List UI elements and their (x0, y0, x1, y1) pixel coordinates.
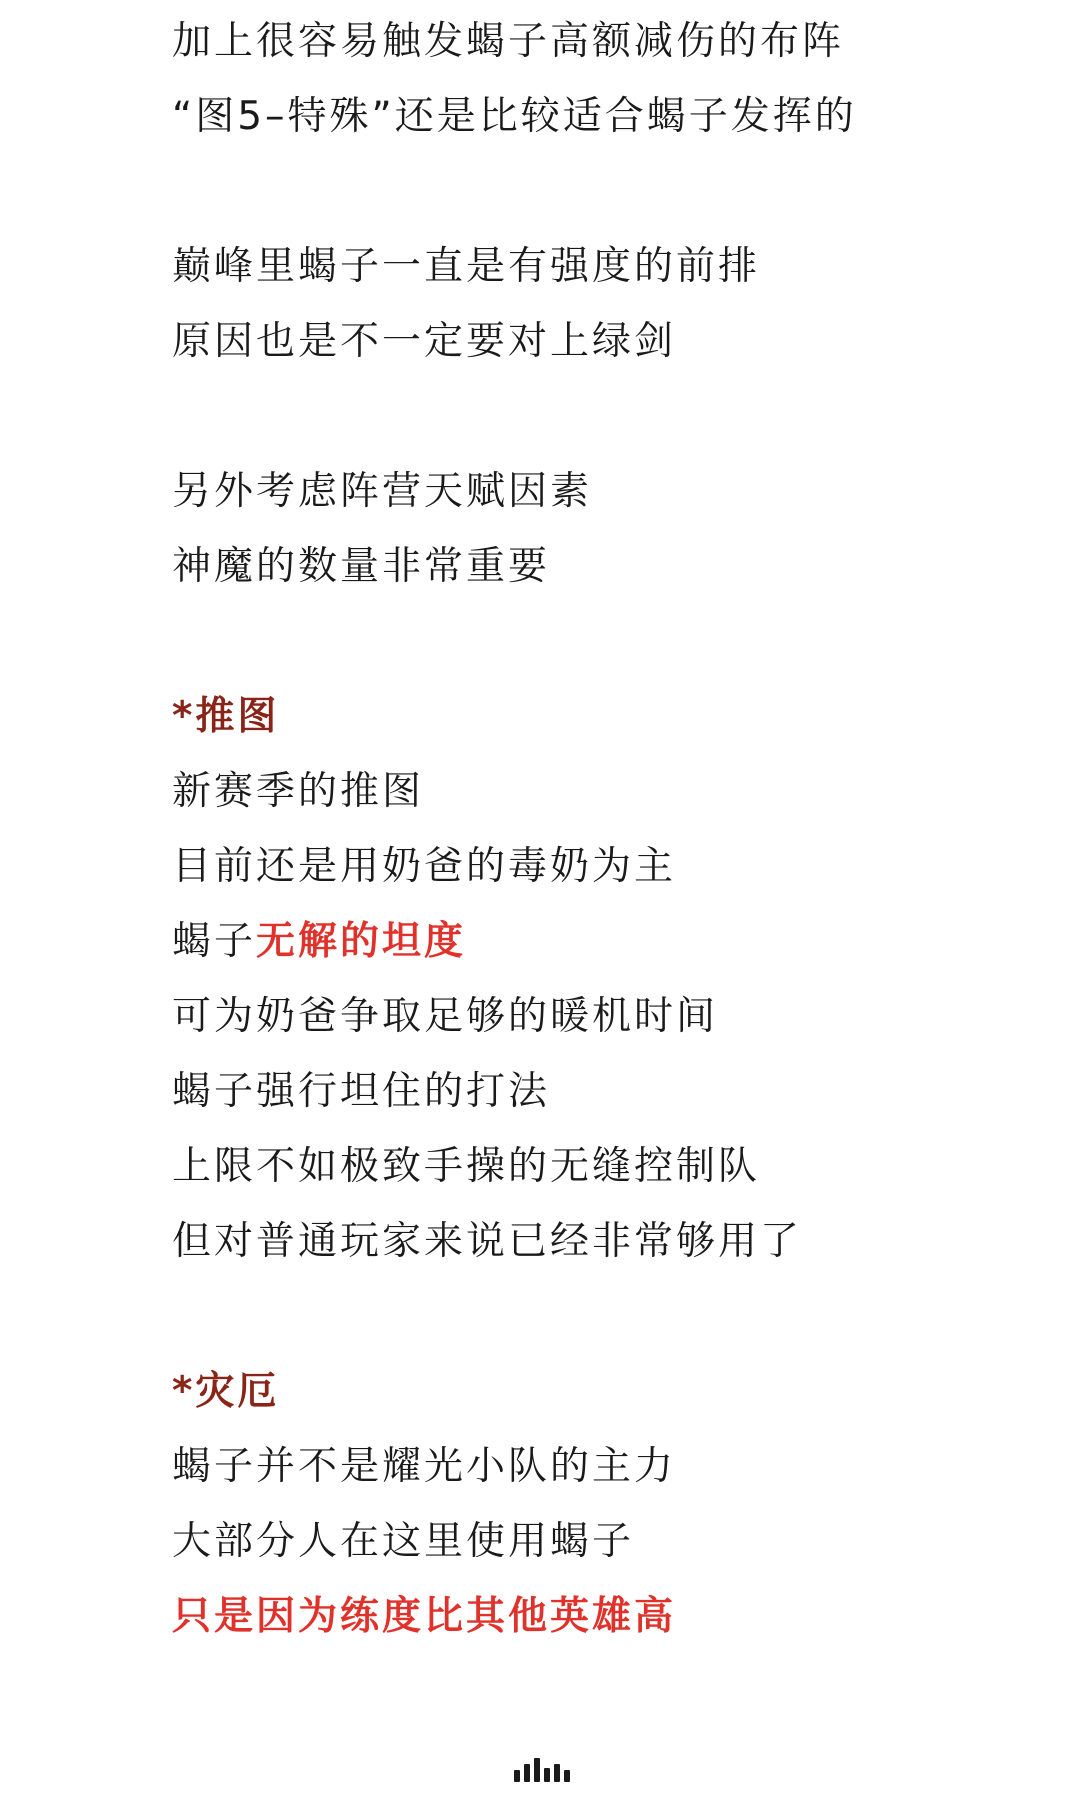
text-line: 原因也是不一定要对上绿剑 (172, 319, 677, 364)
text-line: 另外考虑阵营天赋因素 (172, 469, 593, 514)
text-line-mixed (172, 917, 466, 967)
highlight-text: 无解的坦度 (256, 919, 467, 964)
text-line: 上限不如极致手操的无缝控制队 (172, 1144, 761, 1189)
section-heading-push: *推图 (172, 694, 280, 739)
text-line: 大部分人在这里使用蝎子 (172, 1519, 635, 1564)
text-line: 神魔的数量非常重要 (172, 544, 551, 589)
text-line: “图5–特殊”还是比较适合蝎子发挥的 (172, 94, 857, 139)
text-line: 目前还是用奶爸的毒奶为主 (172, 844, 677, 889)
section-heading-disaster: *灾厄 (172, 1369, 280, 1414)
highlight-text-line: 只是因为练度比其他英雄高 (172, 1594, 677, 1639)
bar-chart-divider-icon (514, 1758, 570, 1782)
text-line: 蝎子并不是耀光小队的主力 (172, 1444, 677, 1489)
text-line: 可为奶爸争取足够的暖机时间 (172, 994, 719, 1039)
text-line: 蝎子强行坦住的打法 (172, 1069, 551, 1114)
text-line: 加上很容易触发蝎子高额减伤的布阵 (172, 19, 845, 64)
text-line: 巅峰里蝎子一直是有强度的前排 (172, 244, 761, 289)
text-fragment: 蝎子 (172, 919, 257, 964)
text-line: 新赛季的推图 (172, 769, 425, 814)
text-line: 但对普通玩家来说已经非常够用了 (172, 1219, 803, 1264)
